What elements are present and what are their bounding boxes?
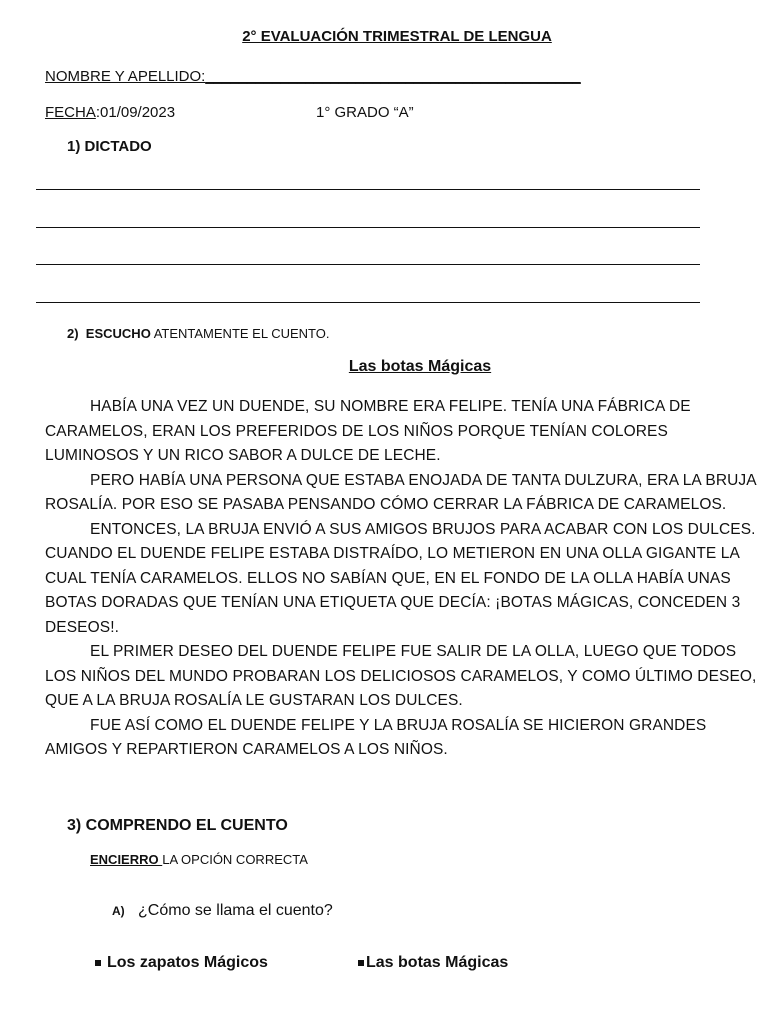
name-blank-line: _____________________________________________ [205, 68, 581, 85]
name-label: NOMBRE Y APELLIDO: [45, 68, 206, 85]
question-text: ¿Cómo se llama el cuento? [138, 902, 333, 919]
bullet-icon [95, 960, 101, 966]
grade-label: 1° GRADO “A” [316, 104, 414, 121]
story-text [45, 395, 760, 763]
section3-heading: 3) COMPRENDO EL CUENTO [67, 817, 288, 834]
option-2-label: Las botas Mágicas [366, 954, 509, 971]
instruction-verb: ENCIERRO [90, 852, 163, 867]
dictation-line-4 [36, 302, 700, 303]
question-letter: A) [112, 904, 125, 918]
document-title: 2° EVALUACIÓN TRIMESTRAL DE LENGUA [242, 28, 552, 45]
option-1[interactable] [95, 954, 268, 972]
date-row [45, 104, 175, 121]
option-2[interactable] [358, 954, 508, 972]
dictation-line-3 [36, 264, 700, 265]
instruction-rest: LA OPCIÓN CORRECTA [162, 852, 308, 867]
section1-heading: 1) DICTADO [67, 138, 152, 155]
dictation-line-1 [36, 189, 700, 190]
dictation-line-2 [36, 227, 700, 228]
option-1-label: Los zapatos Mágicos [107, 954, 268, 971]
name-row [45, 68, 581, 85]
question-a [112, 902, 333, 920]
story-title: Las botas Mágicas [348, 358, 492, 375]
date-label: FECHA [45, 104, 96, 121]
instruction [90, 852, 308, 867]
section2-verb: ESCUCHO [85, 326, 151, 341]
story-paragraph: PERO HABÍA UNA PERSONA QUE ESTABA ENOJADA DE TANTA DULZURA, ERA LA BRUJA ROSALÍA. POR ESO SE PASABA PENSANDO CÓMO CERRAR LA FÁBRICA DE CARAMELOS. [45, 471, 756, 513]
section2-heading [67, 326, 329, 341]
bullet-icon [358, 960, 364, 966]
story-paragraph: FUE ASÍ COMO EL DUENDE FELIPE Y LA BRUJA ROSALÍA SE HICIERON GRANDES AMIGOS Y REPARTIERON CARAMELOS A LOS NIÑOS. [45, 716, 707, 758]
section2-number: 2) [67, 326, 79, 341]
section2-rest: ATENTAMENTE EL CUENTO. [150, 326, 330, 341]
story-paragraph: ENTONCES, LA BRUJA ENVIÓ A SUS AMIGOS BRUJOS PARA ACABAR CON LOS DULCES. CUANDO EL DUENDE FELIPE ESTABA DISTRAÍDO, LO METIERON EN UNA OLLA GIGANTE LA CUAL TENÍA CARAMELOS. ELLOS NO SABÍAN QUE, EN EL FONDO DE LA OLLA HABÍA UNAS BOTAS DORADAS QUE TENÍAN UNA ETIQUETA QUE DECÍA: ¡BOTAS MÁGICAS, CONCEDEN 3 DESEOS!. [45, 520, 756, 636]
story-paragraph: EL PRIMER DESEO DEL DUENDE FELIPE FUE SALIR DE LA OLLA, LUEGO QUE TODOS LOS NIÑOS DEL MUNDO PROBARAN LOS DELICIOSOS CARAMELOS, Y COMO ÚLTIMO DESEO, QUE A LA BRUJA ROSALÍA LE GUSTARAN LOS DULCES. [45, 643, 757, 709]
date-value: :01/09/2023 [95, 104, 176, 121]
story-paragraph: HABÍA UNA VEZ UN DUENDE, SU NOMBRE ERA FELIPE. TENÍA UNA FÁBRICA DE CARAMELOS, ERAN LOS PREFERIDOS DE LOS NIÑOS PORQUE TENÍAN COLORES LUMINOSOS Y UN RICO SABOR A DULCE DE LECHE. [45, 398, 691, 464]
